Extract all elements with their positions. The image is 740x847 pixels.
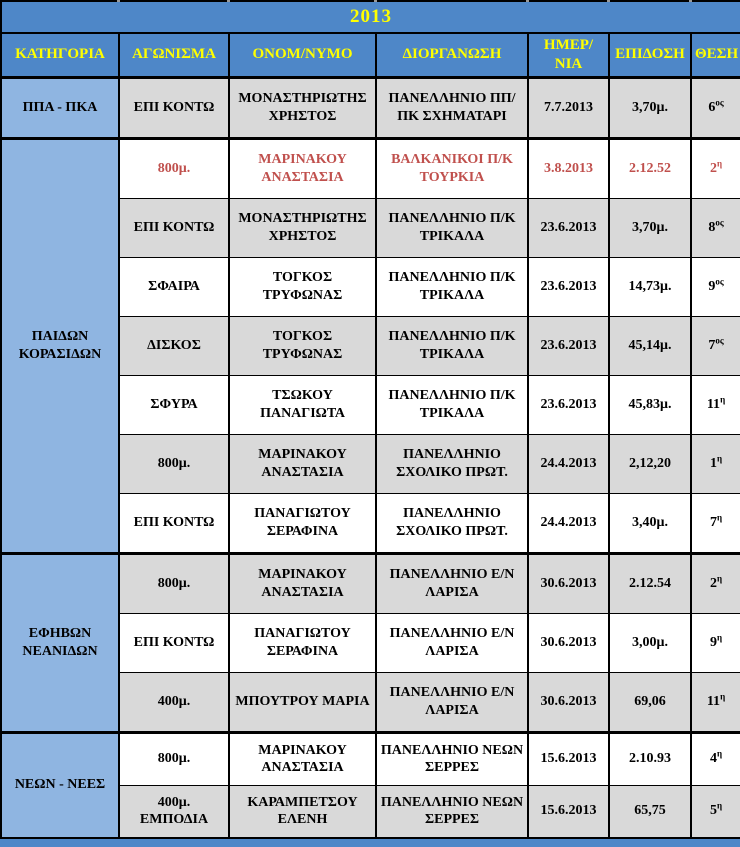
place-cell [691,316,740,375]
performance-cell: 45,14μ. [609,316,691,375]
competition-cell: ΠΑΝΕΛΛΗΝΙΟ Π/Κ ΤΡΙΚΑΛΑ [376,375,528,434]
place-number: 11 [706,396,721,412]
place-cell [691,553,740,613]
competition-cell: ΠΑΝΕΛΛΗΝΙΟ ΝΕΩΝ ΣΕΡΡΕΣ [376,785,528,838]
column-header-event: ΑΓΩΝΙΣΜΑ [119,33,229,77]
category-cell: ΠΑΙΔΩΝ ΚΟΡΑΣΙΔΩΝ [1,138,119,553]
date-cell: 30.6.2013 [528,553,609,613]
place-number: 8 [708,219,716,235]
column-header-category: ΚΑΤΗΓΟΡΙΑ [1,33,119,77]
performance-cell: 3,40μ. [609,493,691,553]
place-number: 9 [708,278,716,294]
table-body [1,77,740,838]
date-cell: 24.4.2013 [528,434,609,493]
competition-cell: ΠΑΝΕΛΛΗΝΙΟ Ε/Ν ΛΑΡΙΣΑ [376,613,528,672]
place-cell [691,493,740,553]
place-ordinal-suffix: η [720,394,726,405]
place-cell [691,257,740,316]
place-cell [691,732,740,785]
athlete-cell: ΜΟΝΑΣΤΗΡΙΩΤΗΣ ΧΡΗΣΤΟΣ [229,198,376,257]
athlete-cell: ΠΑΝΑΓΙΩΤΟΥ ΣΕΡΑΦΙΝΑ [229,613,376,672]
performance-cell: 3,70μ. [609,77,691,138]
year-title: 2013 [1,1,740,33]
athlete-cell: ΤΟΓΚΟΣ ΤΡΥΦΩΝΑΣ [229,257,376,316]
place-cell [691,138,740,198]
competition-cell: ΠΑΝΕΛΛΗΝΙΟ ΣΧΟΛΙΚΟ ΠΡΩΤ. [376,493,528,553]
place-ordinal-suffix: η [716,632,723,643]
place-ordinal-suffix: η [716,512,723,523]
performance-cell: 69,06 [609,672,691,732]
place-number: 7 [709,514,717,530]
performance-cell: 2.12.54 [609,553,691,613]
top-edge-ticks [0,0,740,2]
performance-cell: 2.12.52 [609,138,691,198]
event-cell: ΣΦΑΙΡΑ [119,257,229,316]
athlete-cell: ΤΣΩΚΟΥ ΠΑΝΑΓΙΩΤΑ [229,375,376,434]
performance-cell: 45,83μ. [609,375,691,434]
athlete-cell: ΜΠΟΥΤΡΟΥ ΜΑΡΙΑ [229,672,376,732]
category-cell: ΠΠΑ - ΠΚΑ [1,77,119,138]
date-cell: 15.6.2013 [528,785,609,838]
event-cell: 800μ. [119,138,229,198]
performance-cell: 65,75 [609,785,691,838]
place-cell [691,198,740,257]
place-ordinal-suffix: η [716,800,723,811]
athlete-cell: ΜΑΡΙΝΑΚΟΥ ΑΝΑΣΤΑΣΙΑ [229,434,376,493]
athlete-cell: ΠΑΝΑΓΙΩΤΟΥ ΣΕΡΑΦΙΝΑ [229,493,376,553]
athlete-cell: ΜΑΡΙΝΑΚΟΥ ΑΝΑΣΤΑΣΙΑ [229,732,376,785]
event-cell: ΔΙΣΚΟΣ [119,316,229,375]
place-number: 9 [709,634,717,650]
performance-cell: 3,00μ. [609,613,691,672]
competition-cell: ΠΑΝΕΛΛΗΝΙΟ ΠΠ/ΠΚ ΣΧΗΜΑΤΑΡΙ [376,77,528,138]
table-row [1,732,740,785]
competition-cell: ΠΑΝΕΛΛΗΝΙΟ Ε/Ν ΛΑΡΙΣΑ [376,553,528,613]
place-ordinal-suffix: ος [715,335,724,346]
place-cell [691,613,740,672]
place-cell [691,375,740,434]
column-header-date: ΗΜΕΡ/ΝΙΑ [528,33,609,77]
column-header-row [1,33,740,77]
athlete-cell: ΤΟΓΚΟΣ ΤΡΥΦΩΝΑΣ [229,316,376,375]
competition-cell: ΠΑΝΕΛΛΗΝΙΟ ΝΕΩΝ ΣΕΡΡΕΣ [376,732,528,785]
place-ordinal-suffix: η [716,158,723,169]
event-cell: ΣΦΥΡΑ [119,375,229,434]
place-ordinal-suffix: η [720,691,726,702]
date-cell: 7.7.2013 [528,77,609,138]
place-number: 7 [708,337,716,353]
category-cell: ΝΕΩΝ - ΝΕΕΣ [1,732,119,838]
date-cell: 23.6.2013 [528,257,609,316]
date-cell: 3.8.2013 [528,138,609,198]
date-cell: 30.6.2013 [528,613,609,672]
performance-cell: 3,70μ. [609,198,691,257]
performance-cell: 2.10.93 [609,732,691,785]
place-ordinal-suffix: ος [715,97,724,108]
competition-cell: ΠΑΝΕΛΛΗΝΙΟ Π/Κ ΤΡΙΚΑΛΑ [376,316,528,375]
column-header-performance: ΕΠΙΔΟΣΗ [609,33,691,77]
performance-cell: 14,73μ. [609,257,691,316]
place-number: 11 [706,693,721,709]
place-cell [691,434,740,493]
bottom-strip [0,839,740,847]
event-cell: 800μ. [119,434,229,493]
table-row [1,77,740,138]
competition-cell: ΠΑΝΕΛΛΗΝΙΟ Ε/Ν ΛΑΡΙΣΑ [376,672,528,732]
date-cell: 23.6.2013 [528,316,609,375]
athlete-cell: ΜΟΝΑΣΤΗΡΙΩΤΗΣ ΧΡΗΣΤΟΣ [229,77,376,138]
place-ordinal-suffix: η [716,453,723,464]
date-cell: 24.4.2013 [528,493,609,553]
competition-cell: ΠΑΝΕΛΛΗΝΙΟ Π/Κ ΤΡΙΚΑΛΑ [376,257,528,316]
date-cell: 15.6.2013 [528,732,609,785]
event-cell: ΕΠΙ ΚΟΝΤΩ [119,198,229,257]
category-cell: ΕΦΗΒΩΝ ΝΕΑΝΙΔΩΝ [1,553,119,732]
table-row [1,138,740,198]
event-cell: 800μ. [119,553,229,613]
performance-cell: 2,12,20 [609,434,691,493]
place-number: 2 [709,160,717,176]
column-header-name: ΟΝΟΜ/ΝΥΜΟ [229,33,376,77]
place-cell [691,77,740,138]
title-row [1,1,740,33]
place-ordinal-suffix: η [716,573,723,584]
event-cell: 800μ. [119,732,229,785]
date-cell: 23.6.2013 [528,375,609,434]
event-cell: ΕΠΙ ΚΟΝΤΩ [119,77,229,138]
place-number: 4 [709,751,717,767]
place-ordinal-suffix: ος [715,276,724,287]
place-number: 5 [709,803,717,819]
place-ordinal-suffix: η [716,748,723,759]
event-cell: 400μ. ΕΜΠΟΔΙΑ [119,785,229,838]
column-header-place: ΘΕΣΗ [691,33,740,77]
place-number: 6 [708,99,716,115]
place-cell [691,785,740,838]
place-cell [691,672,740,732]
table-row [1,553,740,613]
athlete-cell: ΜΑΡΙΝΑΚΟΥ ΑΝΑΣΤΑΣΙΑ [229,553,376,613]
athlete-cell: ΜΑΡΙΝΑΚΟΥ ΑΝΑΣΤΑΣΙΑ [229,138,376,198]
place-ordinal-suffix: ος [715,217,724,228]
column-header-competition: ΔΙΟΡΓΑΝΩΣΗ [376,33,528,77]
date-cell: 23.6.2013 [528,198,609,257]
place-number: 1 [709,455,717,471]
competition-cell: ΒΑΛΚΑΝΙΚΟΙ Π/Κ ΤΟΥΡΚΙΑ [376,138,528,198]
event-cell: ΕΠΙ ΚΟΝΤΩ [119,613,229,672]
athlete-cell: ΚΑΡΑΜΠΕΤΣΟΥ ΕΛΕΝΗ [229,785,376,838]
place-number: 2 [709,575,717,591]
event-cell: ΕΠΙ ΚΟΝΤΩ [119,493,229,553]
date-cell: 30.6.2013 [528,672,609,732]
event-cell: 400μ. [119,672,229,732]
competition-cell: ΠΑΝΕΛΛΗΝΙΟ ΣΧΟΛΙΚΟ ΠΡΩΤ. [376,434,528,493]
competition-cell: ΠΑΝΕΛΛΗΝΙΟ Π/Κ ΤΡΙΚΑΛΑ [376,198,528,257]
